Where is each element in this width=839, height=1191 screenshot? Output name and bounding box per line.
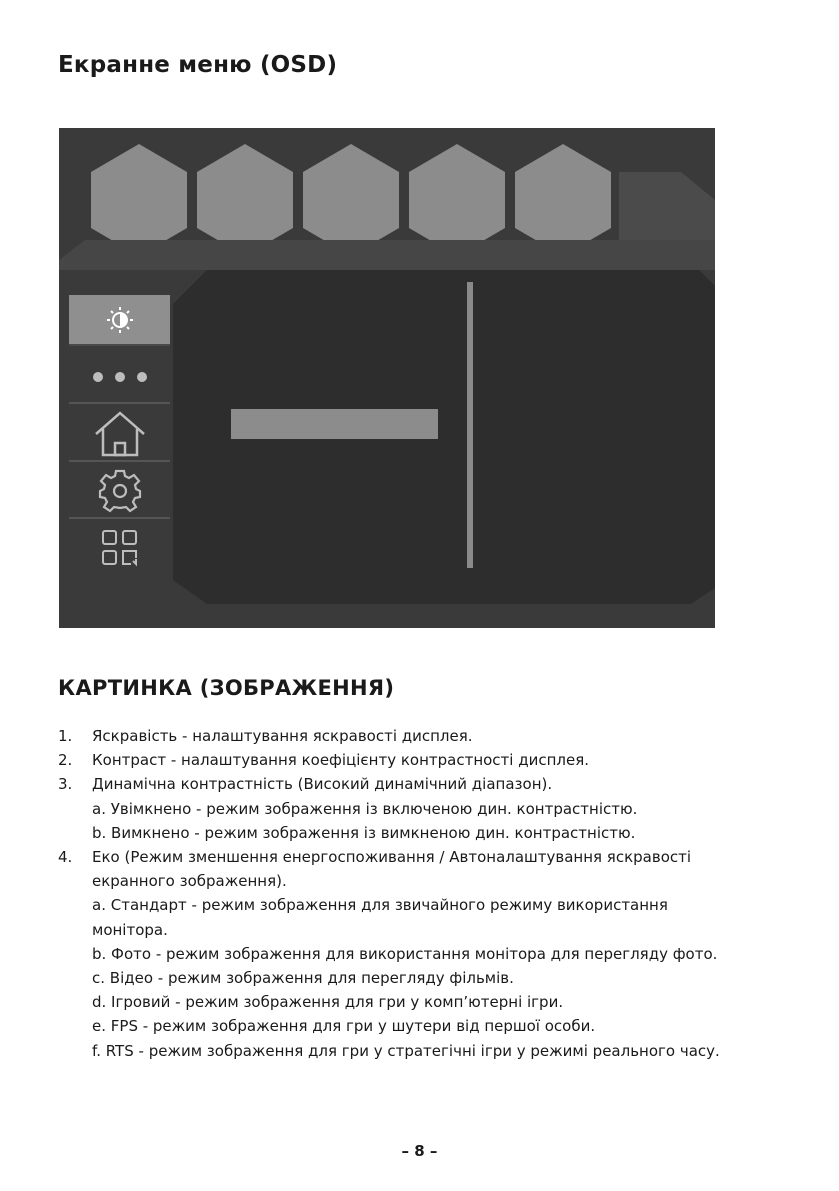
list-subitem: a. Увімкнено - режим зображення із включеною дин. контрастністю.	[92, 799, 638, 818]
osd-hex-tile-2[interactable]	[197, 144, 293, 256]
sidebar-divider	[69, 460, 170, 462]
home-icon	[92, 410, 148, 458]
list-number: 2.	[58, 751, 73, 770]
list-subitem: b. Фото - режим зображення для використання монітора для перегляду фото.	[92, 944, 718, 963]
osd-menu-screenshot	[59, 128, 715, 628]
list-number: 1.	[58, 727, 73, 745]
osd-setting-bar[interactable]	[231, 409, 438, 439]
list-text-continued: екранного зображення).	[92, 872, 287, 891]
more-dots-icon	[90, 370, 150, 384]
sidebar-divider	[69, 344, 170, 346]
sidebar-item-picture[interactable]	[69, 295, 170, 345]
osd-vertical-separator	[467, 282, 473, 568]
section-title: КАРТИНКА (ЗОБРАЖЕННЯ)	[58, 676, 395, 700]
sidebar-item-apps[interactable]	[69, 520, 170, 576]
list-text: Контраст - налаштування коефіцієнту контрастності дисплея.	[92, 751, 589, 770]
sidebar-divider	[69, 517, 170, 519]
osd-hex-tile-4[interactable]	[409, 144, 505, 256]
list-subitem: c. Відео - режим зображення для перегляду фільмів.	[92, 969, 514, 988]
list-subitem: a. Стандарт - режим зображення для звичайного режиму використання	[92, 896, 668, 915]
sidebar-item-home[interactable]	[69, 406, 170, 462]
sidebar-item-more[interactable]	[69, 349, 170, 405]
list-subitem: e. FPS - режим зображення для гри у шутери від першої особи.	[92, 1017, 596, 1036]
list-item	[58, 748, 818, 772]
list-subitem-continued: монітора.	[92, 920, 168, 939]
gear-icon	[98, 469, 142, 513]
list-subitem: d. Ігровий - режим зображення для гри у комп’ютерні ігри.	[92, 993, 564, 1012]
list-item	[58, 845, 818, 869]
sidebar-item-settings[interactable]	[69, 463, 170, 519]
page-number: – 8 –	[401, 1142, 438, 1160]
sidebar-divider	[69, 402, 170, 404]
osd-hex-tile-5[interactable]	[515, 144, 611, 256]
list-subitem: b. Вимкнено - режим зображення із вимкненою дин. контрастністю.	[92, 823, 636, 842]
page-title: Екранне меню (OSD)	[58, 52, 338, 78]
list-number: 3.	[58, 775, 73, 794]
list-text: Яскравість - налаштування яскравості дисплея.	[92, 727, 473, 745]
list-subitem: f. RTS - режим зображення для гри у стратегічні ігри у режимі реального часу.	[92, 1041, 720, 1060]
list-item	[58, 724, 818, 748]
apps-icon	[100, 528, 140, 568]
osd-extra-tab	[619, 172, 715, 240]
list-item	[58, 772, 818, 796]
osd-hex-tile-3[interactable]	[303, 144, 399, 256]
osd-hex-tile-1[interactable]	[91, 144, 187, 256]
list-text: Динамічна контрастність (Високий динамічний діапазон).	[92, 775, 553, 794]
brightness-icon	[105, 305, 135, 335]
list-number: 4.	[58, 848, 73, 867]
osd-frame-band	[59, 240, 715, 270]
settings-list	[58, 724, 818, 1063]
list-text: Еко (Режим зменшення енергоспоживання / Автоналаштування яскравості	[92, 848, 692, 867]
